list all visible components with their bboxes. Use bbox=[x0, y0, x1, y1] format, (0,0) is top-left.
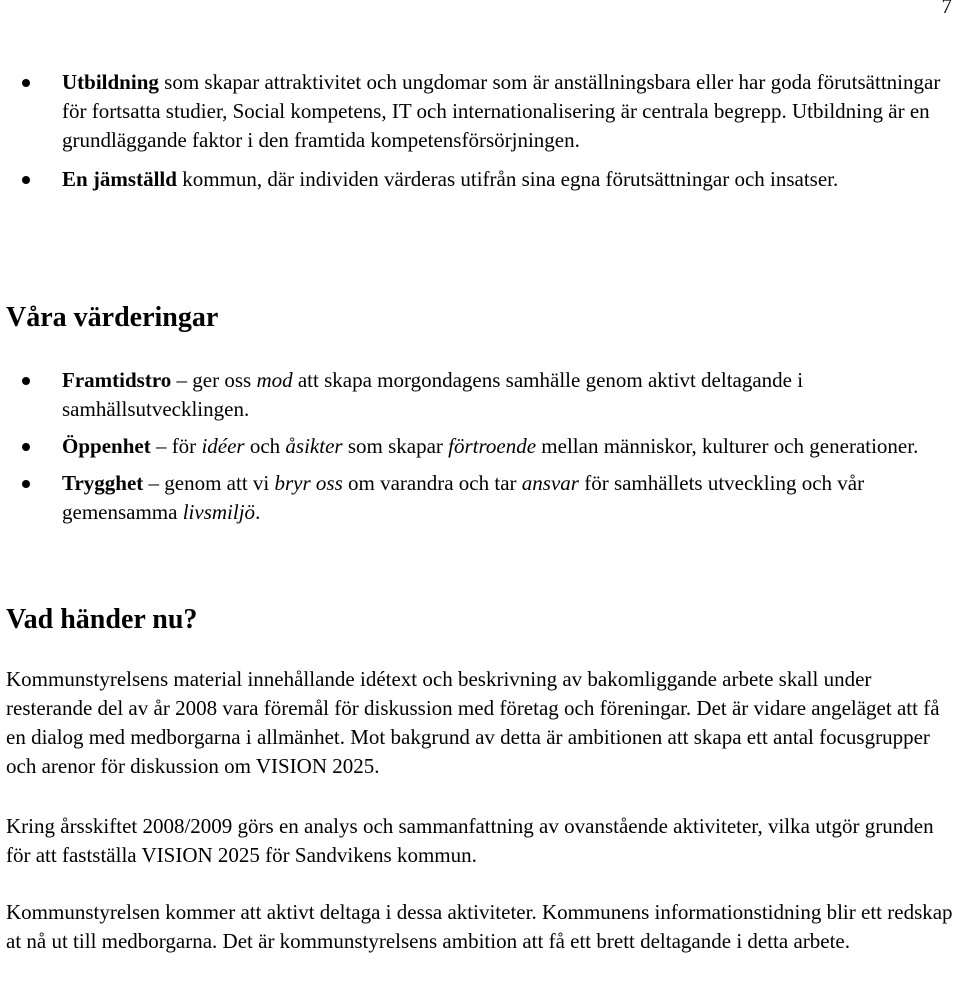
goals-list bbox=[0, 68, 958, 194]
value-term: Framtidstro bbox=[62, 368, 172, 392]
value-text: för samhällets utveckling och vår gemensamma bbox=[62, 471, 865, 524]
value-emphasis: förtroende bbox=[448, 434, 537, 458]
value-text: – genom att vi bbox=[143, 471, 275, 495]
bullet-icon bbox=[22, 377, 30, 385]
value-emphasis: åsikter bbox=[285, 434, 343, 458]
value-text: – för bbox=[150, 434, 202, 458]
bullet-icon bbox=[22, 443, 30, 451]
value-emphasis: idéer bbox=[201, 434, 245, 458]
value-emphasis: bryr oss bbox=[274, 471, 343, 495]
paragraph-kommunstyrelsen-deltaga: Kommunstyrelsen kommer att aktivt deltaga i dessa aktiviteter. Kommunens informationstidning blir ett redskap at nå ut till medborgarna. Det är kommunstyrelsens ambition att få ett brett deltagande i detta arbete. bbox=[6, 900, 953, 953]
value-text: att skapa morgondagens samhälle genom aktivt deltagande i samhällsutvecklingen. bbox=[62, 368, 804, 421]
item-bold-term: En jämställd bbox=[62, 167, 177, 191]
list-item-oppenhet bbox=[0, 432, 958, 461]
item-text: kommun, där individen värderas utifrån sina egna förutsättningar och insatser. bbox=[176, 167, 839, 191]
value-emphasis: livsmiljö bbox=[182, 500, 256, 524]
bullet-icon bbox=[22, 176, 30, 184]
value-text: mellan människor, kulturer och generationer. bbox=[536, 434, 919, 458]
list-item-jamstalld bbox=[0, 165, 958, 194]
heading-vara-varderingar: Våra värderingar bbox=[6, 302, 219, 333]
bullet-icon bbox=[22, 480, 30, 488]
list-item-trygghet bbox=[0, 469, 958, 527]
value-text: om varandra och tar bbox=[342, 471, 522, 495]
paragraph-kommunstyrelsens-material: Kommunstyrelsens material innehållande idétext och beskrivning av bakomliggande arbete skall under resterande del av år 2008 vara föremål för diskussion med företag och föreningar. Det är vidare angeläget att få en dialog med medborgarna i allmänhet. Mot bakgrund av detta är ambitionen att skapa ett antal focusgrupper och arenor för diskussion om VISION 2025. bbox=[6, 667, 940, 778]
values-list bbox=[0, 366, 958, 527]
heading-vad-hander-nu: Vad händer nu? bbox=[6, 604, 198, 635]
value-text: – ger oss bbox=[171, 368, 257, 392]
value-term: Öppenhet bbox=[62, 434, 151, 458]
list-item-framtidstro bbox=[0, 366, 958, 424]
value-text: som skapar bbox=[342, 434, 449, 458]
list-item-utbildning bbox=[0, 68, 958, 155]
paragraph-arsskiftet: Kring årsskiftet 2008/2009 görs en analys och sammanfattning av ovanstående aktiviteter, vilka utgör grunden för att fastställa VISION 2025 för Sandvikens kommun. bbox=[6, 814, 934, 867]
value-text: och bbox=[244, 434, 286, 458]
item-text: som skapar attraktivitet och ungdomar som är anställningsbara eller har goda förutsättningar för fortsatta studier, Social kompetens, IT och internationalisering är centrala begrepp. Utbildning är en grundläggande faktor i den framtida kompetensförsörjningen. bbox=[62, 70, 941, 152]
value-emphasis: ansvar bbox=[521, 471, 579, 495]
value-text: . bbox=[255, 500, 261, 524]
page-number: 7 bbox=[941, 0, 952, 18]
value-term: Trygghet bbox=[62, 471, 144, 495]
bullet-icon bbox=[22, 79, 30, 87]
value-emphasis: mod bbox=[256, 368, 293, 392]
item-bold-term: Utbildning bbox=[62, 70, 159, 94]
